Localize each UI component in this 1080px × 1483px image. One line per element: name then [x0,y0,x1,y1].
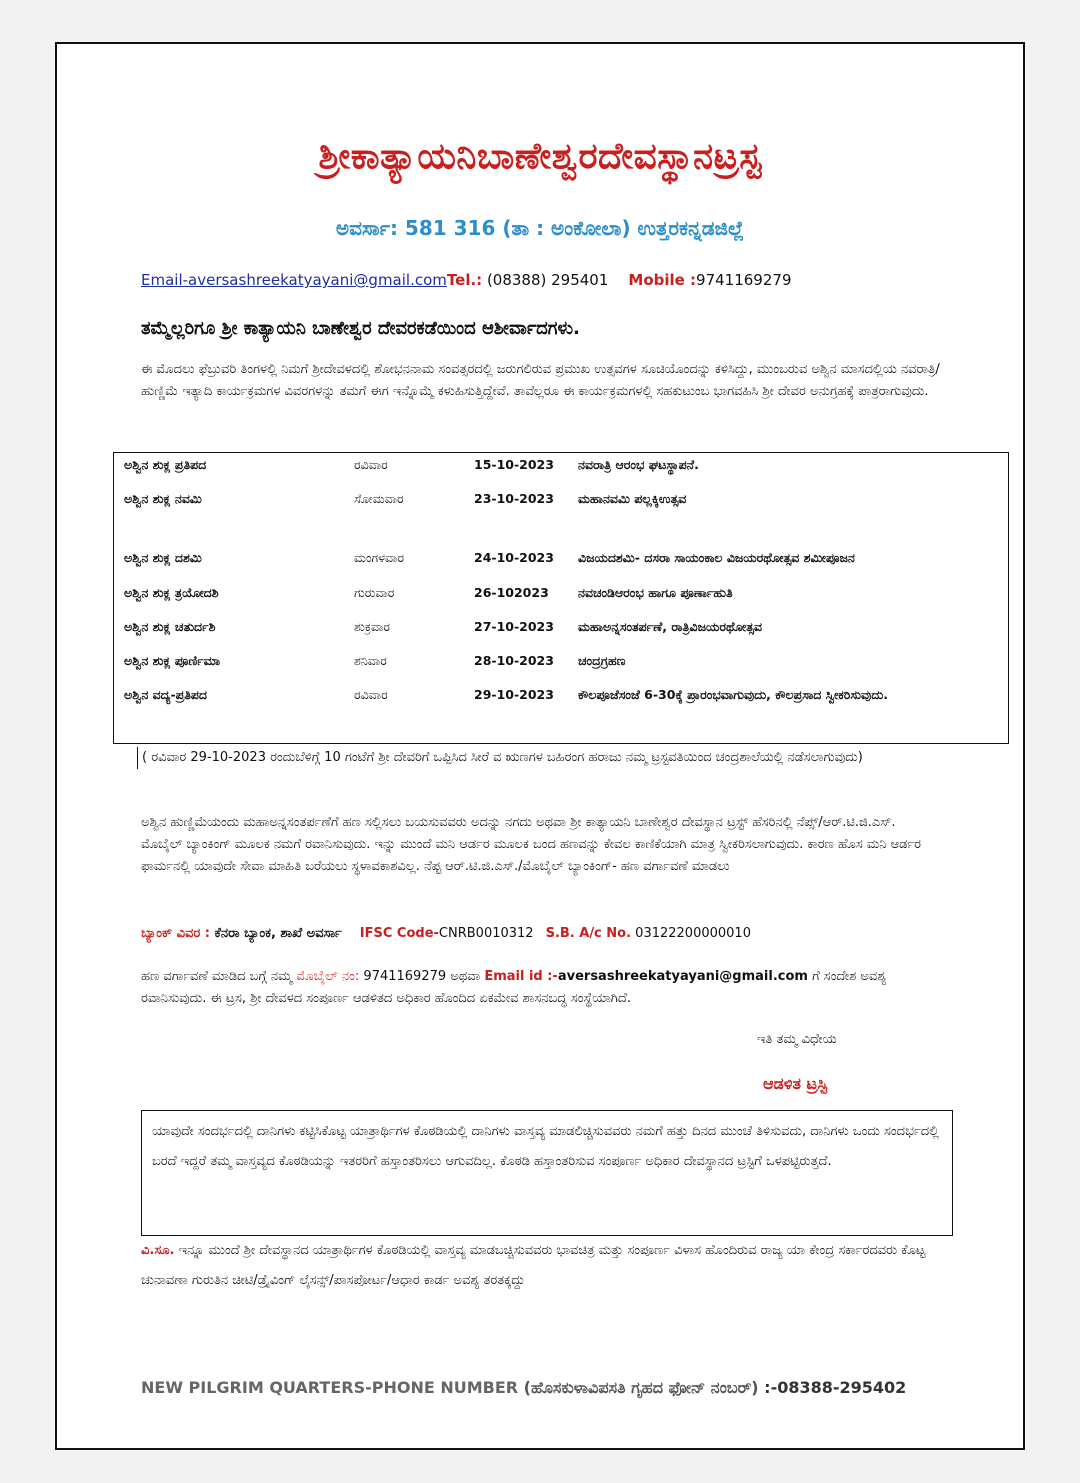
transfer-text: ಹಣ ವರ್ಗಾವಣೆ ಮಾಡಿದ ಬಗ್ಗೆ ನಮ್ಮ [141,969,297,984]
table-row [114,653,1008,683]
table-row [114,619,1008,649]
bank-details [141,926,751,941]
account-value: 03122200000010 [631,926,751,941]
event-cell: ವಿಜಯದಶಮಿ- ದಸರಾ ಸಾಯಂಕಾಲ ವಿಜಯರಥೋತ್ಸವ ಶಮೀಪೂಜನ [578,550,855,565]
donation-paragraph: ಅಶ್ವಿನ ಹುಣ್ಣಿಮೆಯಂದು ಮಹಾಅನ್ನಸಂತರ್ಪಣೆಗೆ ಹಣ ಸಲ್ಲಿಸಲು ಬಯಸುವವರು ಅದನ್ನು ನಗದು ಅಥವಾ ಶ್ರೀ ಕಾತ್ಯಾಯನಿ ಬಾಣೇಶ್ವರ ದೇವಸ್ಥಾನ ಟ್ರಸ್ಟ್ ಹೆಸರಿನಲ್ಲಿ ನೆಪ್ಸ್/ಆರ್.ಟಿ.ಜಿ.ಎಸ್. ಮೊಬೈಲ್ ಬ್ಯಾಂಕಿಂಗ್ ಮೂಲಕ ನಮಗೆ ರವಾನಿಸುವುದು. ಇನ್ನು ಮುಂದೆ ಮನಿ ಆರ್ಡರ ಮೂಲಕ ಬಂದ ಹಣವನ್ನು ಕೇವಲ ಕಾಣಿಕೆಯಾಗಿ ಮಾತ್ರ ಸ್ವೀಕರಿಸಲಾಗುವುದು. ಕಾರಣ ಹೊಸ ಮನಿ ಆರ್ಡರ ಫಾರ್ಮನಲ್ಲಿ ಯಾವುದೇ ಸೇವಾ ಮಾಹಿತಿ ಬರೆಯಲು ಸ್ಥಳಾವಕಾಶವಿಲ್ಲ. ನೆಪ್ಟ ಆರ್.ಟಿ.ಜಿ.ಎಸ್./ಮೊಬೈಲ್ ಬ್ಯಾಂಕಿಂಗ್- ಹಣ ವರ್ಗಾವಣೆ ಮಾಡಲು [141,815,922,874]
transfer-email[interactable]: aversashreekatyayani@gmail.com [557,969,808,984]
event-cell: ನವರಾತ್ರಿ ಆರಂಭ ಘಟಸ್ಥಾಪನೆ. [578,457,699,472]
table-row [114,687,1008,717]
transfer-mobile: 9741169279 ಅಥವಾ [359,969,485,984]
special-note [141,1236,961,1296]
tithi-cell: ಅಶ್ವಿನ ಶುಕ್ಲ ನವಮಿ [124,491,202,506]
bank-label: ಬ್ಯಾಂಕ್ ವಿವರ : [141,926,210,941]
tithi-cell: ಅಶ್ವಿನ ಶುಕ್ಲ ಪ್ರತಿಪದ [124,457,207,472]
footer-phone [141,1378,906,1398]
date-cell: 28-10-2023 [474,653,554,668]
transfer-mobile-label: ಮೊಬೈಲ್ ನಂ: [296,969,360,984]
notice-box: ಯಾವುದೇ ಸಂದರ್ಭದಲ್ಲಿ ದಾನಿಗಳು ಕಟ್ಟಿಸಿಕೊಟ್ಟ ಯಾತ್ರಾರ್ಥಿಗಳ ಕೊಠಡಿಯಲ್ಲಿ ದಾನಿಗಳು ವಾಸ್ತವ್ಯ ಮಾಡಲಿಚ್ಚಿಸುವವರು ನಮಗೆ ಹತ್ತು ದಿನದ ಮುಂಚೆ ತಿಳಿಸುವದು, ದಾನಿಗಳು ಒಂದು ಸಂದರ್ಭದಲ್ಲಿ ಬರದೆ ಇದ್ದರೆ ತಮ್ಮ ವಾಸ್ತವ್ಯದ ಕೊಠಡಿಯನ್ನು ಇತರರಿಗೆ ಹಸ್ತಾಂತರಿಸಲು ಆಗುವದಿಲ್ಲ. ಕೊಠಡಿ ಹಸ್ತಾಂತರಿಸುವ ಸಂಪೂರ್ಣ ಅಧಿಕಾರ ದೇವಸ್ಥಾನದ ಟ್ರಸ್ಟಿಗೆ ಒಳಪಟ್ಟಿರುತ್ತದೆ. [141,1110,953,1236]
table-row [114,491,1008,521]
closing-line: ಇತಿ ತಮ್ಮ ವಿಧೇಯ [757,1032,837,1047]
bank-name: ಕೆನರಾ ಬ್ಯಾಂಕ, ಶಾಖೆ ಅವರ್ಸಾ [209,926,342,941]
tithi-cell: ಅಶ್ವಿನ ಶುಕ್ಲ ಚತುರ್ದಶಿ [124,619,216,634]
day-cell: ಶನಿವಾರ [354,653,387,668]
schedule-table [113,452,1009,744]
date-cell: 15-10-2023 [474,457,554,472]
transfer-text-2: ಗೆ ಸಂದೇಶ ಅವಶ್ಯ ರವಾನಿಸುವುದು. ಈ ಟ್ರಸ, ಶ್ರೀ ದೇವಳದ ಸಂಪೂರ್ಣ ಆಡಳಿತದ ಅಧಿಕಾರ ಹೊಂದಿದ ಏಕಮೇವ ಶಾಸನಬದ್ಧ ಸಂಸ್ಥೆಯಾಗಿದೆ. [141,969,887,1006]
day-cell: ರವಿವಾರ [354,457,388,472]
day-cell: ಮಂಗಳವಾರ [354,550,405,565]
intro-paragraph: ಈ ಮೊದಲು ಫೆಬ್ರುವರಿ ತಿಂಗಳಲ್ಲಿ ನಿಮಗೆ ಶ್ರೀದೇವಳದಲ್ಲಿ ಶೋಭನನಾಮ ಸಂವತ್ಸರದಲ್ಲಿ ಜರುಗಲಿರುವ ಪ್ರಮುಖ ಉತ್ಸವಗಳ ಸೂಚಿಯೊಂದನ್ನು ಕಳಿಸಿದ್ದು, ಮುಂಬರುವ ಅಶ್ವಿನ ಮಾಸದಲ್ಲಿಯ ನವರಾತ್ರಿ/ಹುಣ್ಣಿಮೆ ಇತ್ಯಾದಿ ಕಾರ್ಯಕ್ರಮಗಳ ವಿವರಗಳನ್ನು ತಮಗೆ ಈಗ ಇನ್ನೊಮ್ಮೆ ಕಳುಹಿಸುತ್ತಿದ್ದೇವೆ. ತಾವೆಲ್ಲರೂ ಈ ಕಾರ್ಯಕ್ರಮಗಳಲ್ಲಿ ಸಹಕುಟುಂಬ ಭಾಗವಹಿಸಿ ಶ್ರೀ ದೇವರ ಅನುಗ್ರಹಕ್ಕೆ ಪಾತ್ರರಾಗುವುದು. [141,362,940,399]
footer-label: NEW PILGRIM QUARTERS-PHONE NUMBER [141,1378,519,1397]
tel-label: Tel.: [446,271,483,289]
day-cell: ಶುಕ್ರವಾರ [354,619,391,634]
tithi-cell: ಅಶ್ವಿನ ವದ್ಯ-ಪ್ರತಿಪದ [124,687,207,702]
tithi-cell: ಅಶ್ವಿನ ಶುಕ್ಲ ದಶಮಿ [124,550,202,565]
trust-title: ಶ್ರೀಕಾತ್ಯಾಯನಿಬಾಣೇಶ್ವರದೇವಸ್ಥಾನಟ್ರಸ್ಟ [318,136,762,177]
table-row [114,550,1008,580]
event-cell: ಮಹಾಅನ್ನಸಂತರ್ಪಣೆ, ರಾತ್ರಿವಿಜಯರಥೋತ್ಸವ [578,619,762,634]
event-cell: ಮಹಾನವಮಿ ಪಲ್ಲಕ್ಕಿಉತ್ಸವ [578,491,687,506]
date-cell: 23-10-2023 [474,491,554,506]
email-label: Email- [141,271,189,289]
tithi-cell: ಅಶ್ವಿನ ಶುಕ್ಲ ಪೂರ್ಣಿಮಾ [124,653,221,668]
letter-page [55,42,1025,1450]
special-note-text: ಇನ್ನೂ ಮುಂದೆ ಶ್ರೀ ದೇವಸ್ಥಾನದ ಯಾತ್ರಾರ್ಥಿಗಳ ಕೊಠಡಿಯಲ್ಲಿ ವಾಸ್ತವ್ಯ ಮಾಡಬಚ್ಚಿಸುವವರು ಭಾವಚಿತ್ರ ಮತ್ತು ಸಂಪೂರ್ಣ ವಿಳಾಸ ಹೊಂದಿರುವ ರಾಜ್ಯ ಯಾ ಕೇಂದ್ರ ಸರ್ಕಾರದವರು ಕೊಟ್ಟ ಚುನಾವಣಾ ಗುರುತಿನ ಚೀಟಿ/ಡ್ರೈವಿಂಗ್ ಲೈಸನ್ಸ್/ಪಾಸಪೋರ್ಟ/ಆಧಾರ ಕಾರ್ಡ ಅವಶ್ಯ ತರತಕ್ಕದ್ದು [141,1243,926,1288]
date-cell: 26-102023 [474,585,549,600]
auction-note: ( ರವಿವಾರ 29-10-2023 ರಂದುಬೆಳಿಗ್ಗೆ 10 ಗಂಟೆಗೆ ಶ್ರೀ ದೇವರಿಗೆ ಒಪ್ಪಿಸಿದ ಸೀರೆ ವ ಋಣಗಳ ಬಹಿರಂಗ ಹರಾಜು ನಮ್ಮ ಟ್ರಸ್ಟವತಿಯಿಂದ ಚಂದ್ರಶಾಲೆಯಲ್ಲಿ ನಡೆಸಲಾಗುವುದು) [137,747,962,769]
date-cell: 24-10-2023 [474,550,554,565]
ifsc-value: CNRB0010312 [438,926,534,941]
transfer-email-label: Email id :- [484,969,558,984]
table-row [114,457,1008,487]
ifsc-label: IFSC Code- [359,926,439,941]
special-note-label: ವಿ.ಸೂ. [141,1243,175,1258]
account-label: S.B. A/c No. [545,926,632,941]
tithi-cell: ಅಶ್ವಿನ ಶುಕ್ಲ ತ್ರಯೋದಶಿ [124,585,219,600]
contact-line [141,271,791,289]
event-cell: ಕೌಲಪೂಜೆಸಂಜೆ 6-30ಕ್ಕೆ ಪ್ರಾರಂಭವಾಗುವುದು, ಕೌಲಪ್ರಸಾದ ಸ್ವೀಕರಿಸುವುದು. [578,687,888,702]
table-row [114,585,1008,615]
day-cell: ಸೋಮವಾರ [354,491,404,506]
email-link[interactable]: aversashreekatyayani@gmail.com [188,271,447,289]
event-cell: ನವಚಂಡಿಆರಂಭ ಹಾಗೂ ಪೂರ್ಣಾಹುತಿ [578,585,733,600]
date-cell: 29-10-2023 [474,687,554,702]
mobile-value: 9741169279 [696,271,792,289]
mobile-label: Mobile : [628,271,697,289]
tel-value: (08388) 295401 [482,271,609,289]
event-cell: ಚಂದ್ರಗ್ರಹಣ [578,653,626,668]
date-cell: 27-10-2023 [474,619,554,634]
footer-kannada: (ಹೊಸಕುಳಾವಿಪಸತಿ ಗೃಹದ ಫೋನ್ ನಂಬರ್) [518,1378,759,1397]
signatory: ಆಡಳಿತ ಟ್ರಸ್ಟಿ [763,1074,828,1093]
day-cell: ಗುರುವಾರ [354,585,395,600]
footer-number: :-08388-295402 [758,1378,907,1397]
day-cell: ರವಿವಾರ [354,687,388,702]
transfer-paragraph [141,966,941,1010]
greeting: ತಮ್ಮೆಲ್ಲರಿಗೂ ಶ್ರೀ ಕಾತ್ಯಾಯನಿ ಬಾಣೇಶ್ವರ ದೇವರಕಡೆಯಿಂದ ಆಶೀರ್ವಾದಗಳು. [141,318,580,339]
trust-address: ಅವರ್ಸಾ: 581 316 (ತಾ : ಅಂಕೋಲಾ) ಉತ್ತರಕನ್ನಡಜಿಲ್ಲೆ [335,216,745,240]
